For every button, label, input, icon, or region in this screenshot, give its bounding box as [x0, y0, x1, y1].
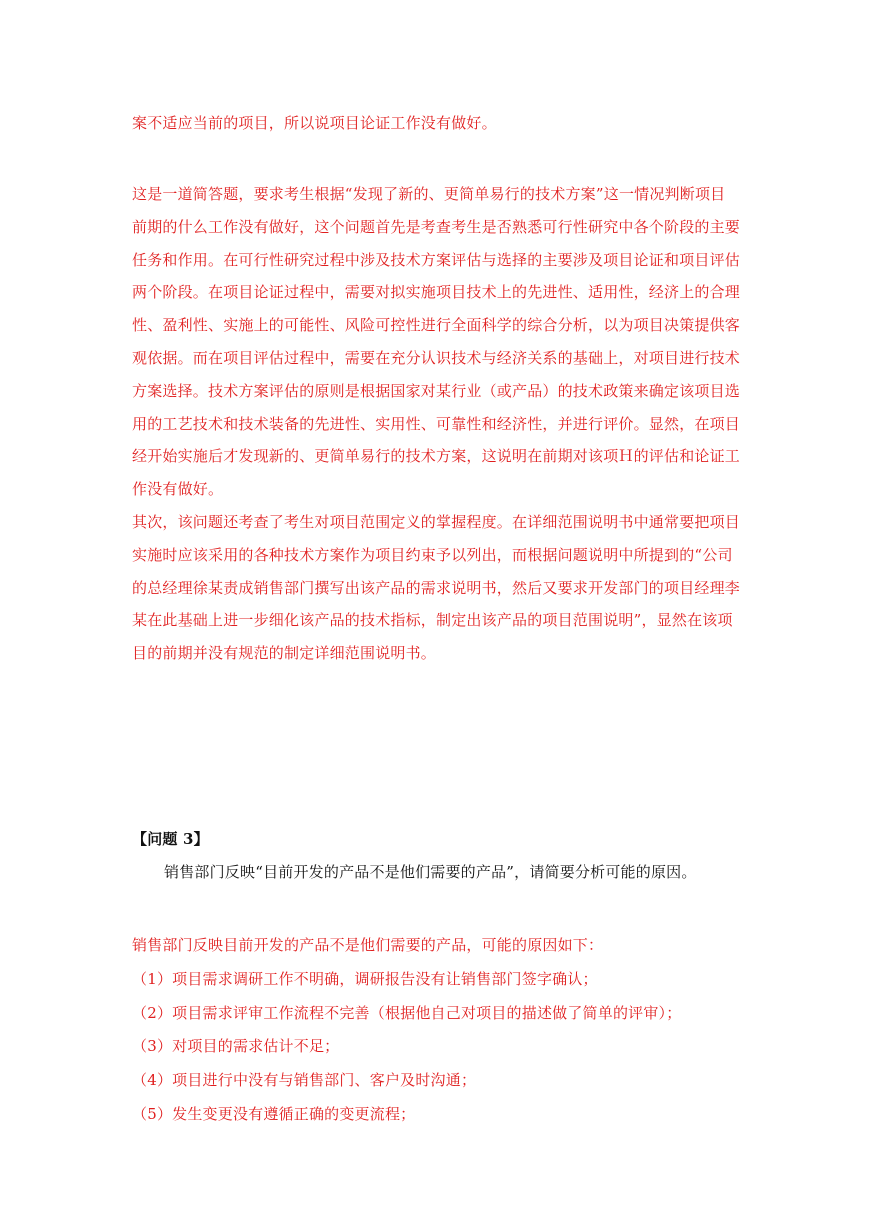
analysis-line: 方案选择。技术方案评估的原则是根据国家对某行业（或产品）的技术政策来确定该项目选: [132, 381, 741, 400]
analysis-line: 用的工艺技术和技术装备的先进性、实用性、可靠性和经济性，并进行评价。显然，在项目: [132, 414, 741, 433]
analysis-line: 两个阶段。在项目论证过程中，需要对拟实施项目技术上的先进性、适用性，经济上的合理: [132, 283, 741, 302]
analysis-line: 目的前期并没有规范的制定详细范围说明书。: [132, 644, 437, 663]
analysis-line: 这是一道简答题，要求考生根据“发现了新的、更简单易行的技术方案”这一情况判断项目: [132, 185, 726, 203]
intro-line: 案不适应当前的项目，所以说项目论证工作没有做好。: [132, 114, 497, 132]
answer-intro: 销售部门反映目前开发的产品不是他们需要的产品，可能的原因如下：: [132, 936, 604, 954]
analysis-line: 实施时应该采用的各种技术方案作为项目约束予以列出，而根据问题说明中所提到的“公司: [132, 545, 733, 564]
analysis-line: 前期的什么工作没有做好，这个问题首先是考查考生是否熟悉可行性研究中各个阶段的主要: [132, 217, 741, 236]
answer-item: （2）项目需求评审工作流程不完善（根据他自己对项目的描述做了简单的评审）；: [132, 1003, 682, 1022]
question-3-heading: 【问题 3】: [132, 830, 209, 848]
answer-list: [132, 929, 742, 1132]
intro-paragraph: [132, 112, 742, 134]
analysis-line: 经开始实施后才发现新的、更简单易行的技术方案，这说明在前期对该项Ｈ的评估和论证工: [132, 447, 741, 466]
question-3-text: 销售部门反映“目前开发的产品不是他们需要的产品”，请简要分析可能的原因。: [164, 863, 697, 881]
analysis-line: 观依据。而在项目评估过程中，需要在充分认识技术与经济关系的基础上，对项目进行技术: [132, 348, 741, 367]
answer-item: （5）发生变更没有遵循正确的变更流程；: [132, 1104, 416, 1123]
answer-item: （4）项目进行中没有与销售部门、客户及时沟通；: [132, 1071, 477, 1090]
answer-item: （1）项目需求调研工作不明确，调研报告没有让销售部门签字确认；: [132, 969, 598, 988]
analysis-line: 任务和作用。在可行性研究过程中涉及技术方案评估与选择的主要涉及项目论证和项目评估: [132, 250, 741, 269]
analysis-line: 性、盈利性、实施上的可能性、风险可控性进行全面科学的综合分析，以为项目决策提供客: [132, 316, 741, 335]
analysis-line: 某在此基础上进一步细化该产品的技术指标，制定出该产品的项目范围说明”，显然在该项: [132, 611, 733, 630]
analysis-line: 其次，该问题还考查了考生对项目范围定义的掌握程度。在详细范围说明书中通常要把项目: [132, 512, 741, 531]
analysis-paragraph: [132, 178, 742, 670]
analysis-line: 的总经理徐某责成销售部门撰写出该产品的需求说明书，然后又要求开发部门的项目经理李: [132, 578, 741, 597]
analysis-line: 作没有做好。: [132, 480, 224, 499]
answer-item: （3）对项目的需求估计不足；: [132, 1037, 340, 1056]
